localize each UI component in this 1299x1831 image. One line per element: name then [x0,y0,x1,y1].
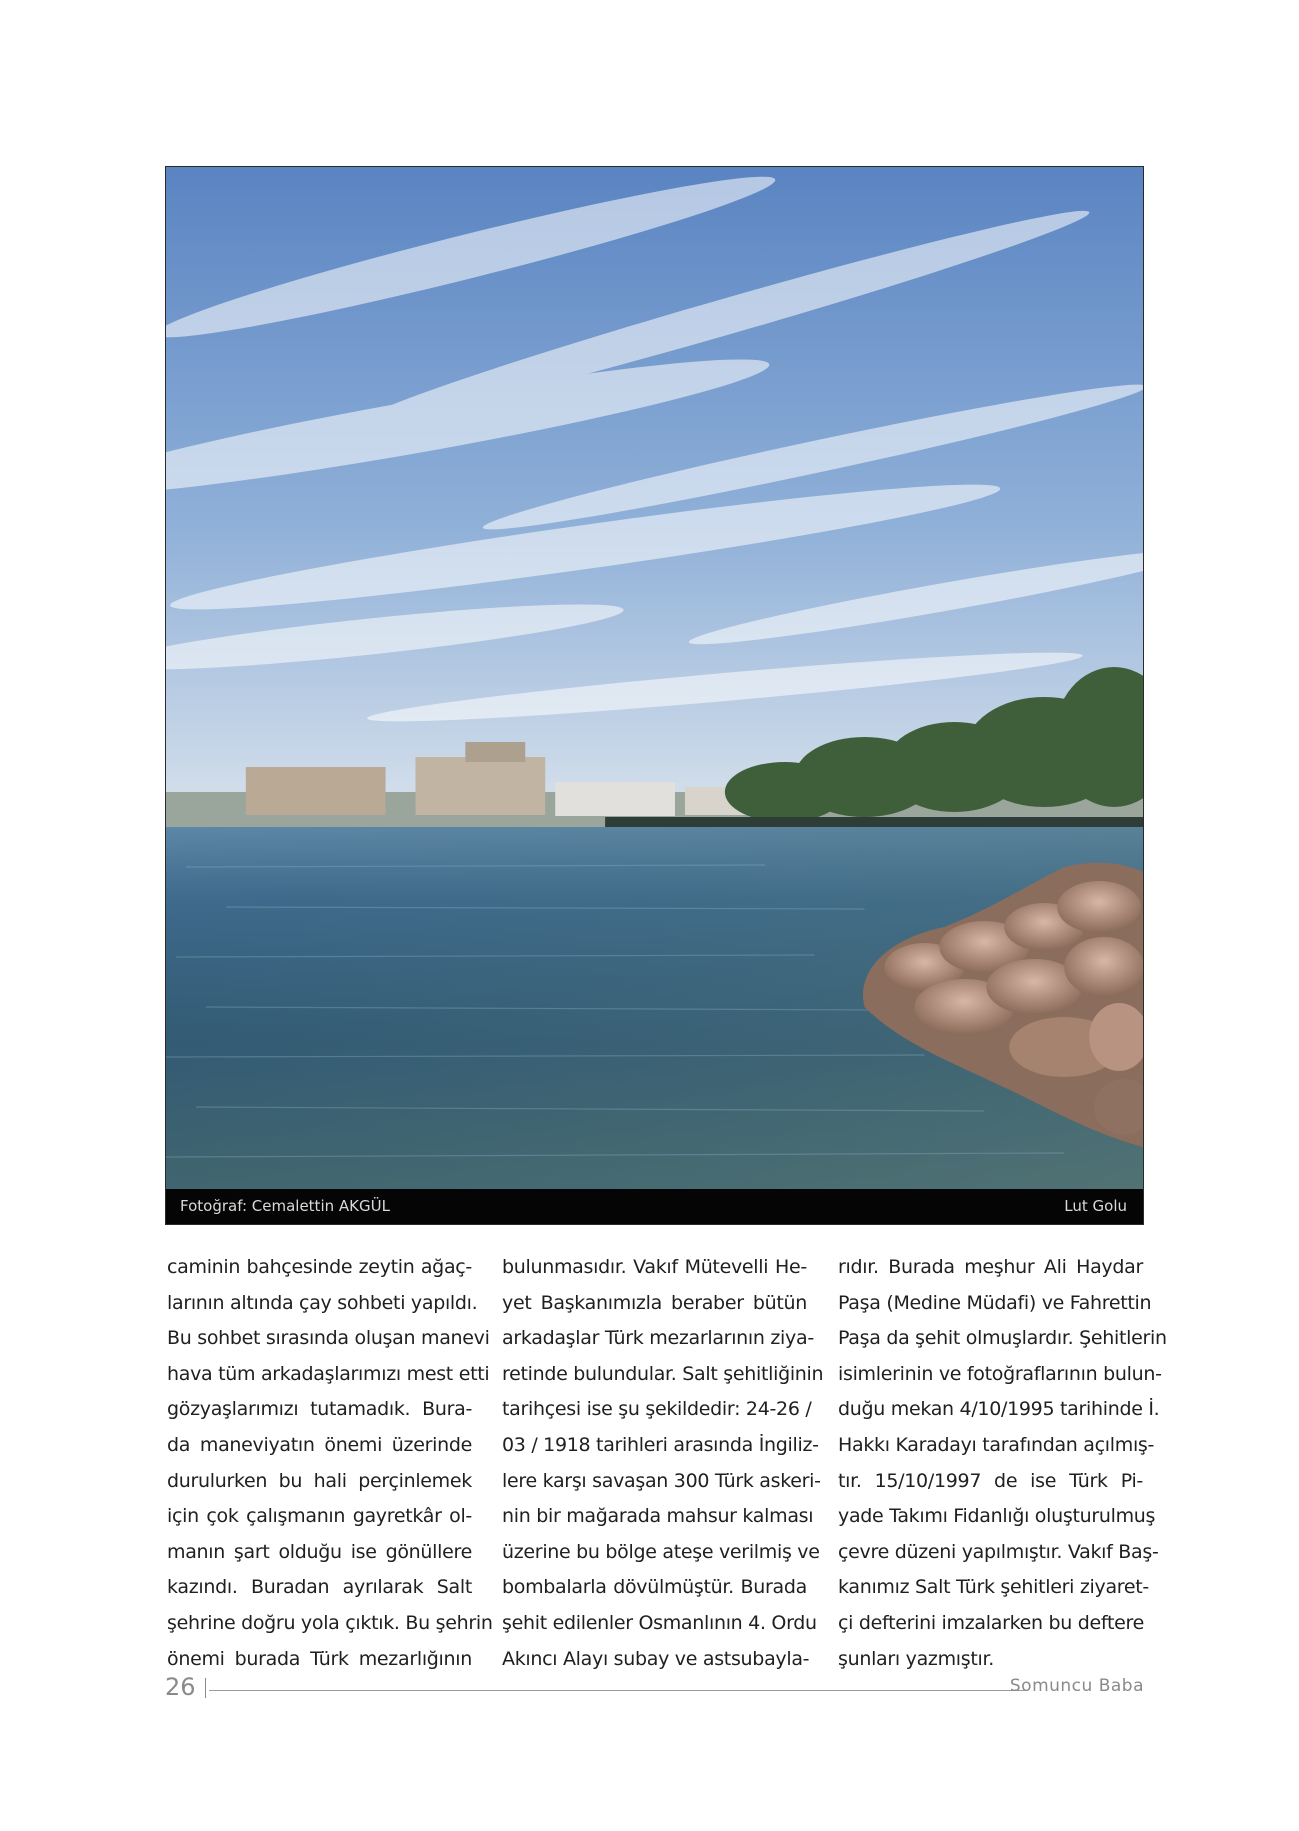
text-line: lere karşı savaşan 300 Türk askeri- [502,1469,821,1492]
text-line: yet Başkanımızla beraber bütün [502,1291,807,1314]
lake-landscape-image [166,167,1143,1189]
text-line: önemi burada Türk mezarlığının [167,1647,472,1670]
text-column-2 [502,1250,824,1677]
text-line: için çok çalışmanın gayretkâr ol- [167,1505,472,1528]
text-line: tır. 15/10/1997 de ise Türk Pi- [838,1469,1143,1492]
page-footer [165,1672,1144,1702]
page-number: 26 [165,1673,196,1701]
text-line: kanımız Salt Türk şehitleri ziyaret- [838,1576,1149,1599]
text-line: retinde bulundular. Salt şehitliğinin [502,1362,824,1385]
text-line: Paşa (Medine Müdafi) ve Fahrettin [838,1291,1152,1314]
text-column-3 [838,1250,1167,1677]
text-line: çevre düzeni yapılmıştır. Vakıf Baş- [838,1540,1159,1563]
text-line: tarihçesi ise şu şekildedir: 24-26 / [502,1398,812,1421]
photo-title: Lut Golu [1064,1197,1127,1215]
text-line: çi defterini imzalarken bu deftere [838,1611,1144,1634]
text-line: durulurken bu hali perçinlemek [167,1469,472,1492]
text-line: duğu mekan 4/10/1995 tarihinde İ. [838,1398,1160,1421]
text-line: bombalarla dövülmüştür. Burada [502,1576,807,1599]
text-line: Akıncı Alayı subay ve astsubayla- [502,1647,810,1670]
text-line: manın şart olduğu ise gönüllere [167,1540,472,1563]
text-line: 03 / 1918 tarihleri arasında İngiliz- [502,1433,819,1456]
text-line: bulunmasıdır. Vakıf Mütevelli He- [502,1256,807,1278]
text-line: şehit edilenler Osmanlının 4. Ordu [502,1611,817,1634]
footer-rule [209,1690,1027,1691]
text-line: larının altında çay sohbeti yapıldı. [167,1291,478,1314]
text-line: rıdır. Burada meşhur Ali Haydar [838,1256,1143,1278]
text-line: nin bir mağarada mahsur kalması [502,1505,814,1528]
text-line: gözyaşlarımızı tutamadık. Bura- [167,1398,472,1421]
text-line: Hakkı Karadayı tarafından açılmış- [838,1433,1155,1456]
photo-caption-bar [166,1189,1143,1224]
text-line: Bu sohbet sırasında oluşan manevi [167,1327,490,1350]
text-line: kazındı. Buradan ayrılarak Salt [167,1576,472,1599]
photo-credit: Fotoğraf: Cemalettin AKGÜL [180,1197,390,1215]
text-line: hava tüm arkadaşlarımızı mest etti [167,1362,490,1385]
text-line: caminin bahçesinde zeytin ağaç- [167,1256,472,1278]
text-line: Paşa da şehit olmuşlardır. Şehitlerin [838,1327,1167,1350]
text-column-1 [167,1250,493,1677]
text-line: şehrine doğru yola çıktık. Bu şehrin [167,1611,493,1634]
text-line: üzerine bu bölge ateşe verilmiş ve [502,1540,820,1563]
footer-divider [205,1678,206,1698]
text-line: şunları yazmıştır. [838,1647,995,1670]
magazine-name: Somuncu Baba [1009,1676,1144,1696]
text-line: isimlerinin ve fotoğraflarının bulun- [838,1362,1162,1385]
lake-photo [165,166,1144,1225]
text-line: yade Takımı Fidanlığı oluşturulmuş [838,1505,1156,1528]
text-line: da maneviyatın önemi üzerinde [167,1433,472,1456]
text-line: arkadaşlar Türk mezarlarının ziya- [502,1327,814,1350]
